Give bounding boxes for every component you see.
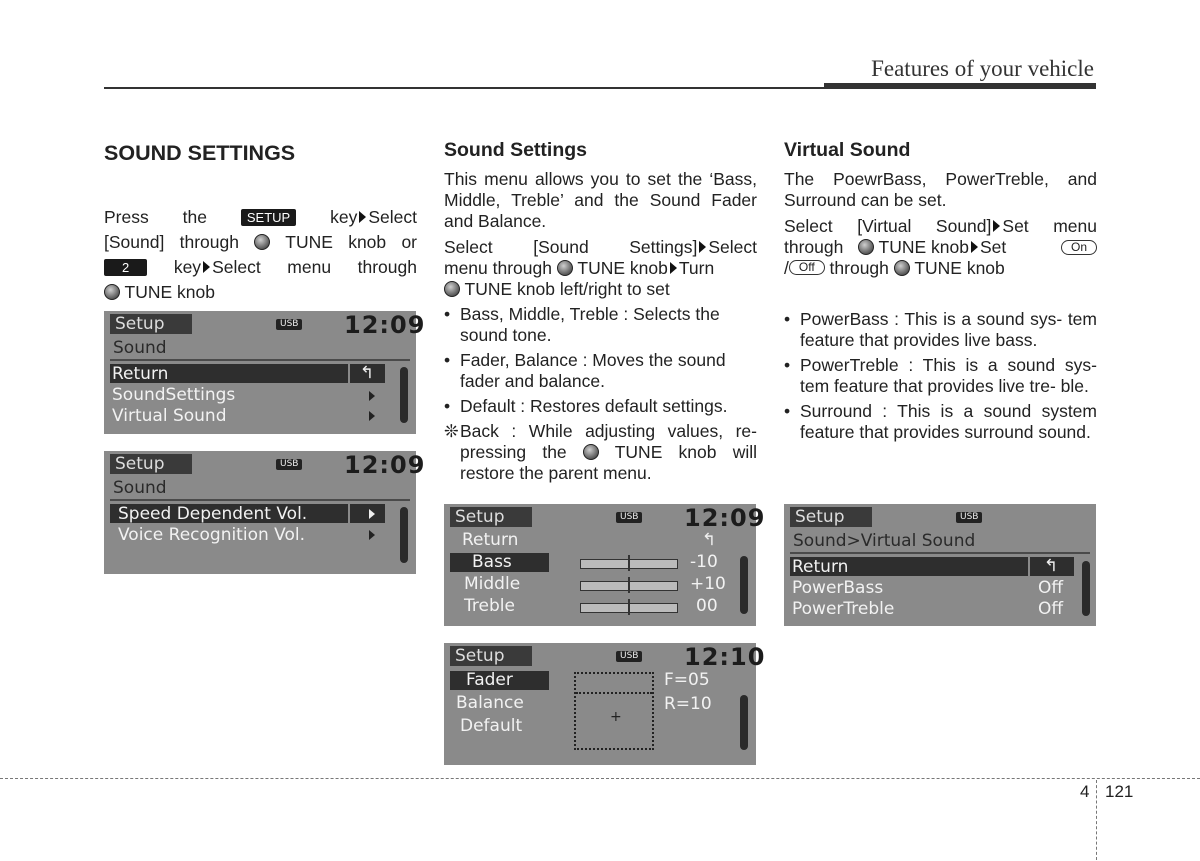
bass-slider[interactable] bbox=[580, 559, 678, 569]
screen-title: Setup bbox=[450, 646, 532, 666]
tune-knob-icon bbox=[858, 239, 874, 255]
running-header: Features of your vehicle bbox=[871, 56, 1094, 81]
scrollbar[interactable] bbox=[400, 367, 408, 423]
instruction-line-1: Select [Sound Settings] Select bbox=[444, 237, 757, 257]
tune-knob-icon bbox=[583, 444, 599, 460]
submenu-arrow-icon bbox=[369, 391, 375, 401]
instruction-line-1: Select [Virtual Sound] Set menu bbox=[784, 216, 1097, 236]
menu-item-speed-dependent-vol[interactable]: Speed Dependent Vol. bbox=[118, 504, 308, 524]
instruction-line-2: [Sound] through TUNE knob or bbox=[104, 232, 417, 252]
screen-title: Setup bbox=[790, 507, 872, 527]
menu-item-sound-settings[interactable]: SoundSettings bbox=[112, 385, 236, 405]
arrow-right-icon bbox=[699, 241, 706, 253]
instruction-line-1: Press the SETUP key Select bbox=[104, 207, 417, 227]
display-screen-virtual-sound bbox=[784, 504, 1096, 626]
return-icon: ↰ bbox=[1044, 556, 1059, 576]
scrollbar[interactable] bbox=[740, 556, 748, 614]
menu-path: Sound bbox=[113, 338, 167, 358]
menu-item-middle[interactable]: Middle bbox=[464, 574, 521, 594]
scrollbar[interactable] bbox=[1082, 561, 1090, 616]
middle-value: +10 bbox=[690, 574, 726, 594]
list-item: • PowerTreble : This is a sound sys- tem feature that provides live tre- ble. bbox=[784, 355, 1097, 396]
balance-value: R=10 bbox=[664, 694, 712, 714]
menu-item-balance[interactable]: Balance bbox=[456, 693, 524, 713]
screen-title: Setup bbox=[450, 507, 532, 527]
list-item: • PowerBass : This is a sound sys- tem feature that provides live bass. bbox=[784, 309, 1097, 350]
off-button-icon: Off bbox=[789, 260, 825, 275]
instruction-line-3: / Off through TUNE knob bbox=[784, 258, 1005, 278]
menu-path: Sound>Virtual Sound bbox=[793, 531, 976, 551]
arrow-right-icon bbox=[670, 262, 677, 274]
menu-item-treble[interactable]: Treble bbox=[464, 596, 515, 616]
menu-item-powertreble[interactable]: PowerTreble bbox=[792, 599, 895, 619]
slider-marker bbox=[628, 599, 630, 615]
screen-title: Setup bbox=[110, 454, 192, 474]
display-screen-sound-menu bbox=[104, 311, 426, 434]
menu-item-default[interactable]: Default bbox=[460, 716, 523, 736]
return-icon: ↰ bbox=[360, 363, 375, 383]
on-button-icon: On bbox=[1061, 240, 1097, 255]
column-virtual-sound bbox=[784, 138, 1097, 443]
instruction-line-4: TUNE knob bbox=[104, 282, 417, 303]
menu-item-powerbass[interactable]: PowerBass bbox=[792, 578, 884, 598]
usb-icon: USB bbox=[616, 512, 642, 523]
tune-knob-icon bbox=[254, 234, 270, 250]
bullet-list bbox=[784, 309, 1097, 443]
usb-icon: USB bbox=[956, 512, 982, 523]
display-screen-tone bbox=[444, 504, 766, 626]
submenu-arrow-icon bbox=[369, 509, 375, 519]
arrow-right-icon bbox=[993, 220, 1000, 232]
submenu-arrow-icon bbox=[369, 530, 375, 540]
section-title: Sound Settings bbox=[444, 139, 587, 161]
instruction-line-2: menu through TUNE knob Turn bbox=[444, 258, 715, 278]
usb-icon: USB bbox=[616, 651, 642, 662]
treble-slider[interactable] bbox=[580, 603, 678, 613]
usb-icon: USB bbox=[276, 319, 302, 330]
middle-slider[interactable] bbox=[580, 581, 678, 591]
menu-item-return[interactable]: Return bbox=[112, 364, 169, 384]
list-item: • Fader, Balance : Moves the sound fader and balance. bbox=[444, 350, 726, 391]
arrow-right-icon bbox=[203, 261, 210, 273]
clock: 12:09 bbox=[344, 311, 426, 339]
menu-item-voice-recognition-vol[interactable]: Voice Recognition Vol. bbox=[118, 525, 305, 545]
instruction-line-2: through TUNE knob Set On bbox=[784, 237, 1097, 258]
powertreble-value: Off bbox=[1038, 599, 1064, 619]
note-icon: ❊ bbox=[444, 421, 459, 441]
divider bbox=[110, 359, 410, 361]
fader-value: F=05 bbox=[664, 670, 710, 690]
key-2-icon: 2 bbox=[104, 259, 147, 276]
column-sound-settings-intro bbox=[104, 138, 417, 303]
display-screen-fader-balance bbox=[444, 643, 766, 765]
screen-title: Setup bbox=[110, 314, 192, 334]
usb-icon: USB bbox=[276, 459, 302, 470]
return-icon: ↰ bbox=[702, 530, 717, 550]
slider-marker bbox=[628, 555, 630, 571]
menu-item-bass[interactable]: Bass bbox=[472, 552, 512, 572]
list-item: • Surround : This is a sound system feature that provides surround sound. bbox=[784, 401, 1097, 442]
tune-knob-icon bbox=[894, 260, 910, 276]
menu-path: Sound bbox=[113, 478, 167, 498]
footer-divider bbox=[1096, 780, 1097, 860]
clock: 12:09 bbox=[684, 504, 766, 532]
column-sound-settings bbox=[444, 138, 757, 484]
chapter-number: 4 bbox=[1080, 782, 1090, 801]
fader-balance-grid[interactable] bbox=[574, 672, 654, 750]
page-number: 121 bbox=[1105, 782, 1134, 801]
instruction-line-3: 2 key Select menu through bbox=[104, 257, 417, 278]
divider bbox=[110, 499, 410, 501]
arrow-right-icon bbox=[971, 241, 978, 253]
arrow-right-icon bbox=[359, 211, 366, 223]
list-item: • Default : Restores default settings. bbox=[444, 396, 728, 416]
submenu-arrow-icon bbox=[369, 411, 375, 421]
menu-item-return[interactable]: Return bbox=[792, 557, 849, 577]
intro-paragraph: This menu allows you to set the ‘Bass, Middle, Treble’ and the Sound Fader and Balance. bbox=[444, 169, 757, 231]
submenu-icon-box bbox=[350, 504, 385, 523]
tune-knob-icon bbox=[557, 260, 573, 276]
tune-knob-icon bbox=[444, 281, 460, 297]
bullet-list bbox=[444, 304, 757, 484]
tune-knob-icon bbox=[104, 284, 120, 300]
slider-marker bbox=[628, 577, 630, 593]
header-bar bbox=[824, 83, 1096, 89]
instruction-line-3: TUNE knob left/right to set bbox=[444, 279, 757, 300]
menu-item-return[interactable]: Return bbox=[462, 530, 519, 550]
intro-paragraph: The PoewrBass, PowerTreble, and Surround can be set. bbox=[784, 169, 1097, 210]
setup-key-icon: SETUP bbox=[241, 209, 296, 226]
scrollbar[interactable] bbox=[740, 695, 748, 750]
divider bbox=[790, 552, 1090, 554]
treble-value: 00 bbox=[696, 596, 718, 616]
list-item: • Bass, Middle, Treble : Selects the sound tone. bbox=[444, 304, 720, 345]
note-item: ❊ Back : While adjusting values, re- pressing the TUNE knob will restore the parent menu. bbox=[444, 421, 757, 483]
scrollbar[interactable] bbox=[400, 507, 408, 563]
footer-rule bbox=[0, 778, 1200, 779]
bass-value: -10 bbox=[690, 552, 718, 572]
section-title: Virtual Sound bbox=[784, 139, 911, 161]
menu-item-virtual-sound[interactable]: Virtual Sound bbox=[112, 406, 227, 426]
section-title: SOUND SETTINGS bbox=[104, 141, 296, 165]
clock: 12:10 bbox=[684, 643, 766, 671]
display-screen-sound-volume bbox=[104, 451, 426, 574]
position-marker-icon: + bbox=[610, 709, 622, 725]
powerbass-value: Off bbox=[1038, 578, 1064, 598]
clock: 12:09 bbox=[344, 451, 426, 479]
menu-item-fader[interactable]: Fader bbox=[466, 670, 513, 690]
